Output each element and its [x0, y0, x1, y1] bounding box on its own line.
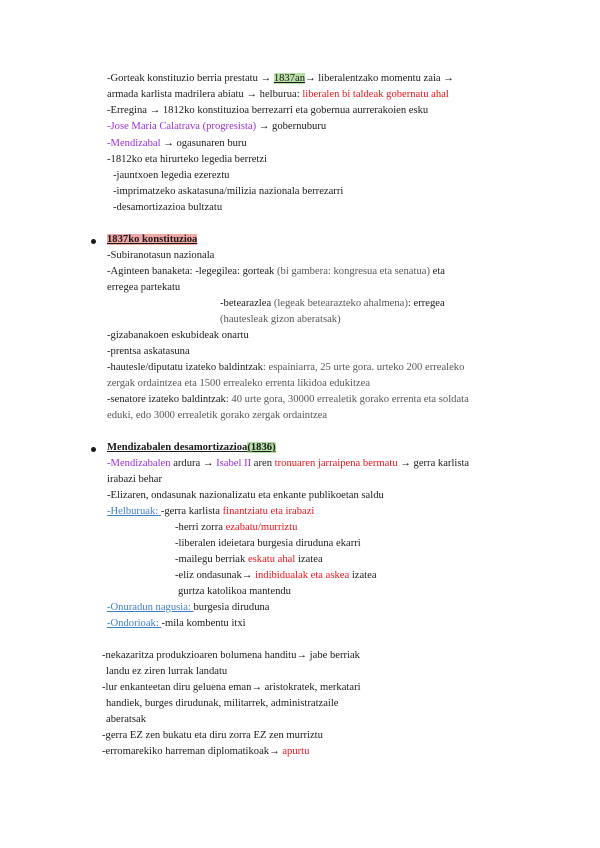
cons-line-3: -lur enkanteetan diru geluena eman→ aristokratek, merkatari	[102, 682, 361, 693]
ondorioak-label: -Ondorioak:	[107, 618, 162, 629]
const-line-6: -gizabanakoen eskubideak onartu	[107, 330, 249, 341]
intro-line-1: -Gorteak konstituzio berria prestatu → 1837an→ liberalentzako momentu zaia →	[107, 73, 454, 84]
intro-line-4: -Jose Maria Calatrava (progresista) → gobernuburu	[107, 121, 327, 132]
intro-line-5: -Mendizabal → ogasunaren buru	[107, 138, 247, 149]
const-line-4: -betearazlea (legeak betearazteko ahalmena): erregea	[220, 298, 445, 309]
cons-line-2: landu ez ziren lurrak landatu	[106, 666, 228, 677]
intro-line-3: -Erregina → 1812ko konstituzioa berrezarri eta gobernua aurrerakoien esku	[107, 105, 429, 116]
cons-line-1: -nekazaritza produkzioaren bolumena handitu→ jabe berriak	[102, 650, 360, 661]
intro-line-7: -jauntxoen legedia ezereztu	[113, 170, 230, 181]
desam-line-4: -Helburuak: -gerra karlista finantziatu eta irabazi	[107, 506, 315, 517]
const-line-5: (hautesleak gizon aberatsak)	[220, 314, 341, 325]
desam-line-3: -Elizaren, ondasunak nazionalizatu eta enkante publikoetan saldu	[107, 490, 384, 501]
desam-line-6: -liberalen ideietara burgesia diruduna ekarri	[175, 538, 361, 549]
intro-line-9: -desamortizazioa bultzatu	[113, 202, 223, 213]
cons-line-4: handiek, burges dirudunak, militarrek, administratzaile	[106, 698, 339, 709]
cons-line-6: -gerra EZ zen bukatu eta diru zorra EZ zen murriztu	[102, 730, 323, 741]
desam-line-8: -eliz ondasunak→ indibidualak eta askea izatea	[175, 570, 377, 581]
heading-desamortizazioa: Mendizabalen desamortizazioa(1836)	[107, 442, 276, 453]
intro-line-8: -imprimatzeko askatasuna/milizia nazionala berrezarri	[113, 186, 344, 197]
desam-line-11: -Ondorioak: -mila kombentu itxi	[107, 618, 246, 629]
intro-line-6: -1812ko eta hirurteko legedia berretzi	[107, 154, 268, 165]
intro-line-2: armada karlista madrilera abiatu → helburua: liberalen bi taldeak gobernatu ahal	[107, 89, 449, 100]
desam-line-5: -herri zorra ezabatu/murriztu	[175, 522, 298, 533]
desam-line-1: -Mendizabalen ardura → Isabel II aren tronuaren jarraipena bermatu → gerra karlista	[107, 458, 470, 469]
desam-line-10: -Onuradun nagusia: burgesia diruduna	[107, 602, 270, 613]
heading-1837-konstituzioa: 1837ko konstituzioa	[107, 234, 198, 245]
onuradun-label: -Onuradun nagusia:	[107, 602, 194, 613]
const-line-7: -prentsa askatasuna	[107, 346, 190, 357]
const-line-9: zergak ordaintzea eta 1500 errealeko errenta likidoa edukitzea	[107, 378, 371, 389]
const-line-10: -senatore izateko baldintzak: 40 urte gora, 30000 errealetik gorako errenta eta soldata	[107, 394, 469, 405]
cons-line-5: aberatsak	[106, 714, 146, 725]
desam-line-9: gurtza katolikoa mantendu	[178, 586, 291, 597]
bullet-icon	[91, 239, 96, 244]
const-line-1: -Subiranotasun nazionala	[107, 250, 215, 261]
bullet-icon	[91, 447, 96, 452]
cons-line-7: -erromarekiko harreman diplomatikoak→ apurtu	[102, 746, 310, 757]
desam-line-7: -mailegu berriak eskatu ahal izatea	[175, 554, 323, 565]
const-line-3: erregea partekatu	[107, 282, 181, 293]
const-line-8: -hautesle/diputatu izateko baldintzak: espainiarra, 25 urte gora. urteko 200 errealeko	[107, 362, 465, 373]
helburuak-label: -Helburuak:	[107, 506, 161, 517]
desam-line-2: irabazi behar	[107, 474, 162, 485]
year-1837-highlight: 1837an	[273, 73, 305, 84]
const-line-2: -Aginteen banaketa: -legegilea: gorteak (bi gambera: kongresua eta senatua) eta	[107, 266, 445, 277]
const-line-11: eduki, edo 3000 errealetik gorako zergak ordaintzea	[107, 410, 328, 421]
